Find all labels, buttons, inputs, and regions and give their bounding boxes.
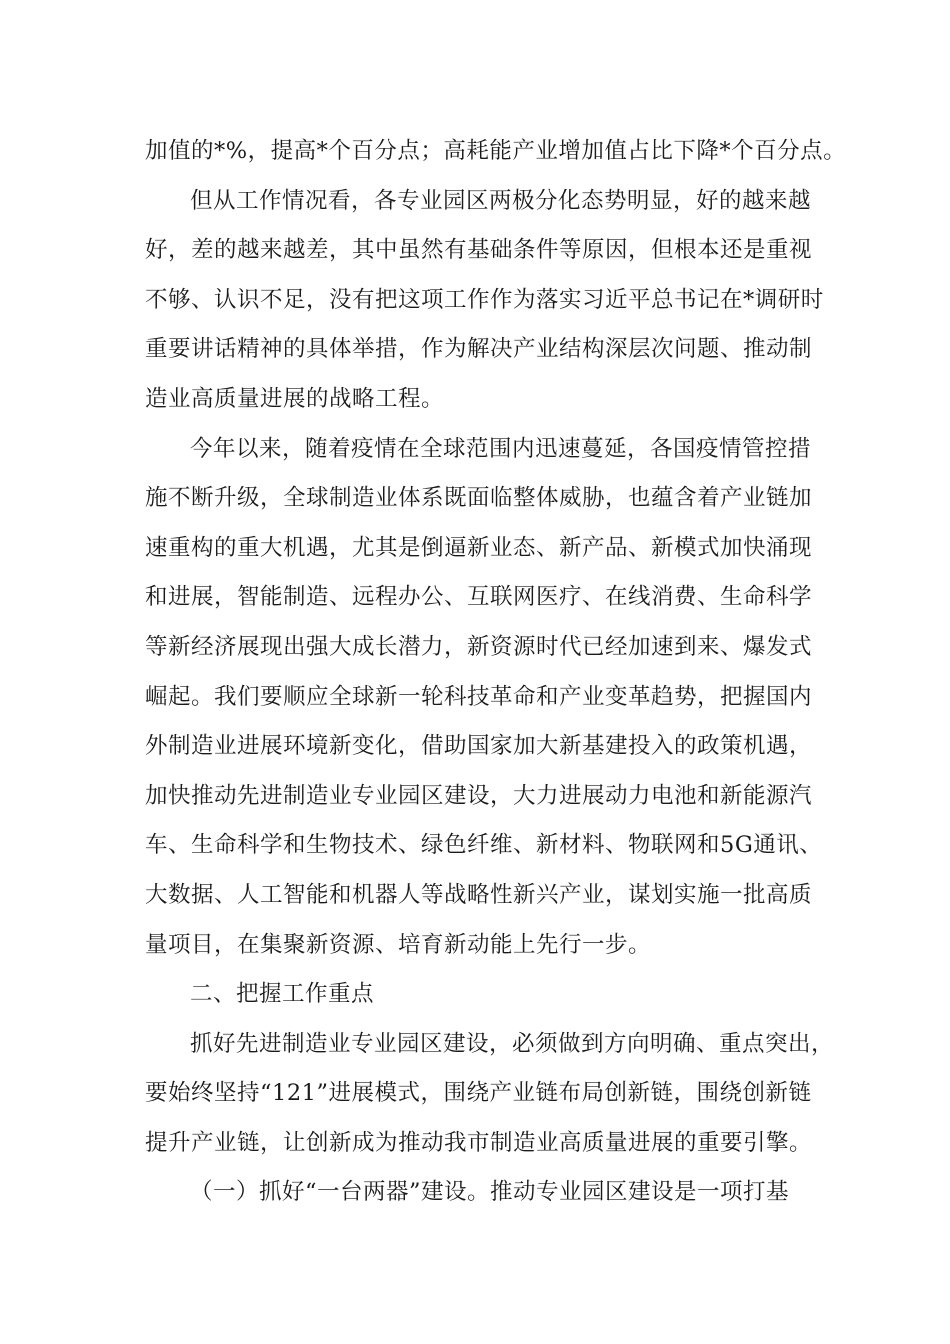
- text-line: 施不断升级，全球制造业体系既面临整体威胁，也蕴含着产业链加: [145, 485, 813, 512]
- text-line: 和进展，智能制造、远程办公、互联网医疗、在线消费、生命科学: [145, 584, 813, 611]
- text-line: 速重构的重大机遇，尤其是倒逼新业态、新产品、新模式加快涌现: [145, 534, 813, 561]
- text-line: （一）抓好“一台两器”建设。推动专业园区建设是一项打基: [190, 1179, 790, 1206]
- text-line: 要始终坚持“121”进展模式，围绕产业链布局创新链，围绕创新链: [145, 1080, 812, 1107]
- text-line: 抓好先进制造业专业园区建设，必须做到方向明确、重点突出，: [190, 1030, 835, 1057]
- paragraph-work-situation: [145, 177, 824, 425]
- text-line: 崛起。我们要顺应全球新一轮科技革命和产业变革趋势，把握国内: [145, 683, 813, 710]
- section-title: 二、把握工作重点: [190, 981, 375, 1008]
- paragraph-fragment-top: [145, 127, 847, 177]
- text-line: 好，差的越来越差，其中虽然有基础条件等原因，但根本还是重视: [145, 237, 813, 264]
- paragraph-key-points: [145, 1020, 835, 1169]
- text-line: 车、生命科学和生物技术、绿色纤维、新材料、物联网和5G通讯、: [145, 832, 823, 859]
- text-line: 提升产业链，让创新成为推动我市制造业高质量进展的重要引擎。: [145, 1129, 813, 1156]
- text-line: 造业高质量进展的战略工程。: [145, 385, 445, 412]
- text-line: 不够、认识不足，没有把这项工作作为落实习近平总书记在*调研时: [145, 286, 824, 313]
- text-line: 大数据、人工智能和机器人等战略性新兴产业，谋划实施一批高质: [145, 881, 813, 908]
- paragraph-subsection-one: [145, 1168, 807, 1218]
- text-line: 加值的*%，提高*个百分点；高耗能产业增加值占比下降*个百分点。: [145, 138, 847, 164]
- text-line: 加快推动先进制造业专业园区建设，大力进展动力电池和新能源汽: [145, 782, 813, 809]
- text-line: 重要讲话精神的具体举措，作为解决产业结构深层次问题、推动制: [145, 336, 813, 363]
- text-line: 外制造业进展环境新变化，借助国家加大新基建投入的政策机遇，: [145, 733, 813, 760]
- text-line: 但从工作情况看，各专业园区两极分化态势明显，好的越来越: [190, 187, 812, 214]
- text-line: 量项目，在集聚新资源、培育新动能上先行一步。: [145, 931, 652, 958]
- text-line: 等新经济展现出强大成长潜力，新资源时代已经加速到来、爆发式: [145, 633, 813, 660]
- section-heading: [145, 970, 807, 1020]
- document-body: [145, 127, 847, 1218]
- text-line: 今年以来，随着疫情在全球范围内迅速蔓延，各国疫情管控措: [190, 435, 812, 462]
- paragraph-this-year: [145, 425, 823, 971]
